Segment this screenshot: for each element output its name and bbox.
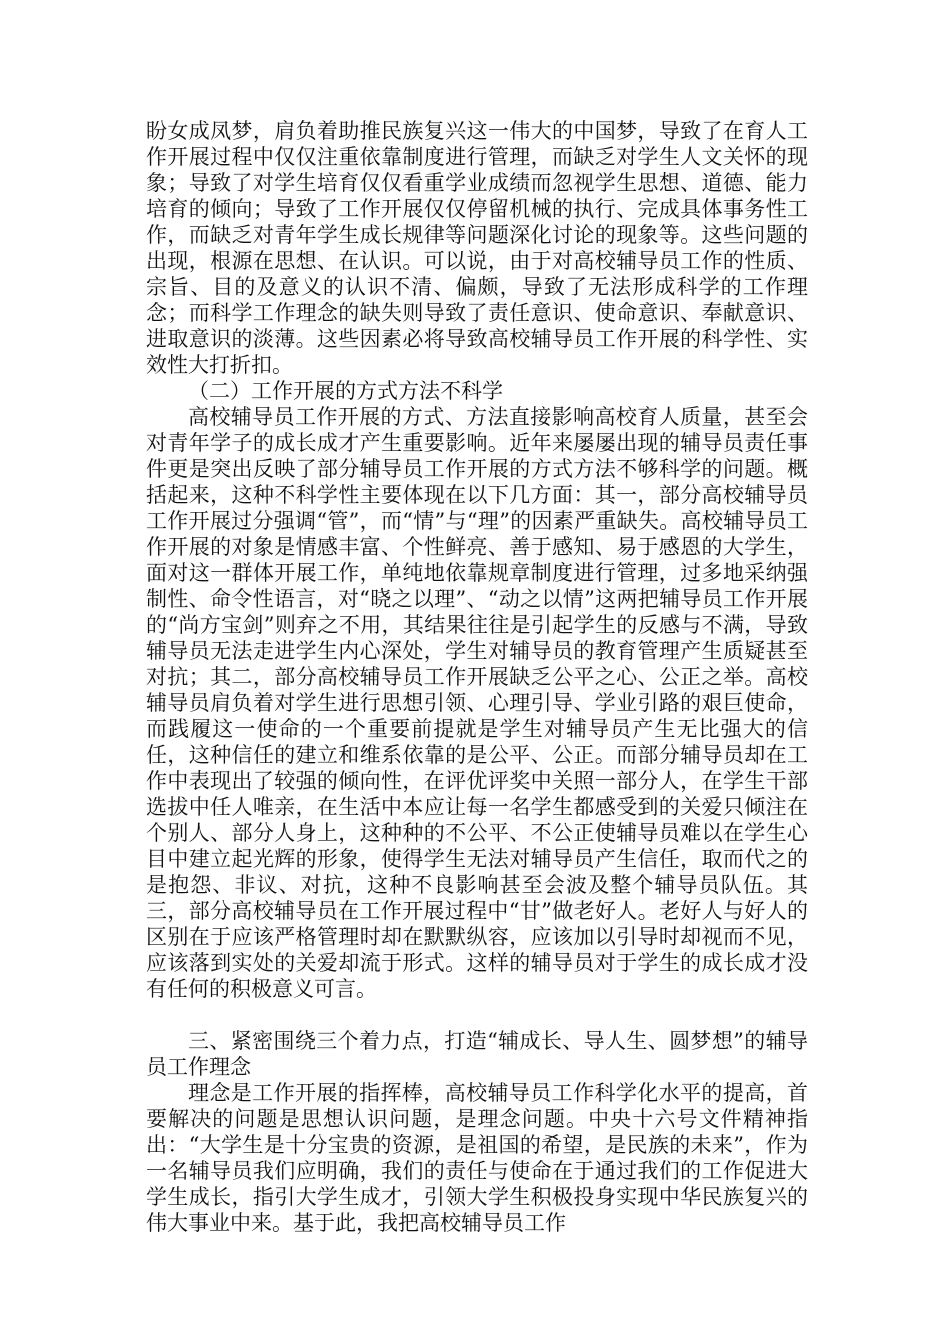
document-page bbox=[146, 118, 808, 1236]
section-heading: 三、紧密围绕三个着力点，打造“辅成长、导人生、圆梦想”的辅导员工作理念 bbox=[146, 1029, 808, 1079]
paragraph-methods: 高校辅导员工作开展的方式、方法直接影响高校育人质量，甚至会对青年学子的成长成才产生重要影响。近年来屡屡出现的辅导员责任事件更是突出反映了部分辅导员工作开展的方式方法不够科学的问题。概括起来，这种不科学性主要体现在以下几方面：其一，部分高校辅导员工作开展过分强调“管”，而“情”与“理”的因素严重缺失。高校辅导员工作开展的对象是情感丰富、个性鲜亮、善于感知、易于感恩的大学生，面对这一群体开展工作，单纯地依靠规章制度进行管理，过多地采纳强制性、命令性语言，对“晓之以理”、“动之以情”这两把辅导员工作开展的“尚方宝剑”则弃之不用，其结果往往是引起学生的反感与不满，导致辅导员无法走进学生内心深处，学生对辅导员的教育管理产生质疑甚至对抗；其二，部分高校辅导员工作开展缺乏公平之心、公正之举。高校辅导员肩负着对学生进行思想引领、心理引导、学业引路的艰巨使命，而践履这一使命的一个重要前提就是学生对辅导员产生无比强大的信任，这种信任的建立和维系依靠的是公平、公正。而部分辅导员却在工作中表现出了较强的倾向性，在评优评奖中关照一部分人，在学生干部选拔中任人唯亲，在生活中本应让每一名学生都感受到的关爱只倾注在个别人、部分人身上，这种种的不公平、不公正使辅导员难以在学生心目中建立起光辉的形象，使得学生无法对辅导员产生信任，取而代之的是抱怨、非议、对抗，这种不良影响甚至会波及整个辅导员队伍。其三，部分高校辅导员在工作开展过程中“甘”做老好人。老好人与好人的区别在于应该严格管理时却在默默纵容，应该加以引导时却视而不见，应该落到实处的关爱却流于形式。这样的辅导员对于学生的成长成才没有任何的积极意义可言。 bbox=[146, 405, 808, 1001]
paragraph-continuation: 盼女成凤梦，肩负着助推民族复兴这一伟大的中国梦，导致了在育人工作开展过程中仅仅注重依靠制度进行管理，而缺乏对学生人文关怀的现象；导致了对学生培育仅仅看重学业成绩而忽视学生思想、道德、能力培育的倾向；导致了工作开展仅仅停留机械的执行、完成具体事务性工作，而缺乏对青年学生成长规律等问题深化讨论的现象等。这些问题的出现，根源在思想、在认识。可以说，由于对高校辅导员工作的性质、宗旨、目的及意义的认识不清、偏颇，导致了无法形成科学的工作理念；而科学工作理念的缺失则导致了责任意识、使命意识、奉献意识、进取意识的淡薄。这些因素必将导致高校辅导员工作开展的科学性、实效性大打折扣。 bbox=[146, 119, 808, 377]
paragraph-philosophy: 理念是工作开展的指挥棒，高校辅导员工作科学化水平的提高，首要解决的问题是思想认识问题，是理念问题。中央十六号文件精神指出：“大学生是十分宝贵的资源，是祖国的希望，是民族的未来”，作为一名辅导员我们应明确，我们的责任与使命在于通过我们的工作促进大学生成长，指引大学生成才，引领大学生积极投身实现中华民族复兴的伟大事业中来。基于此，我把高校辅导员工作 bbox=[146, 1081, 808, 1235]
section-subheading: （二）工作开展的方式方法不科学 bbox=[188, 379, 503, 403]
